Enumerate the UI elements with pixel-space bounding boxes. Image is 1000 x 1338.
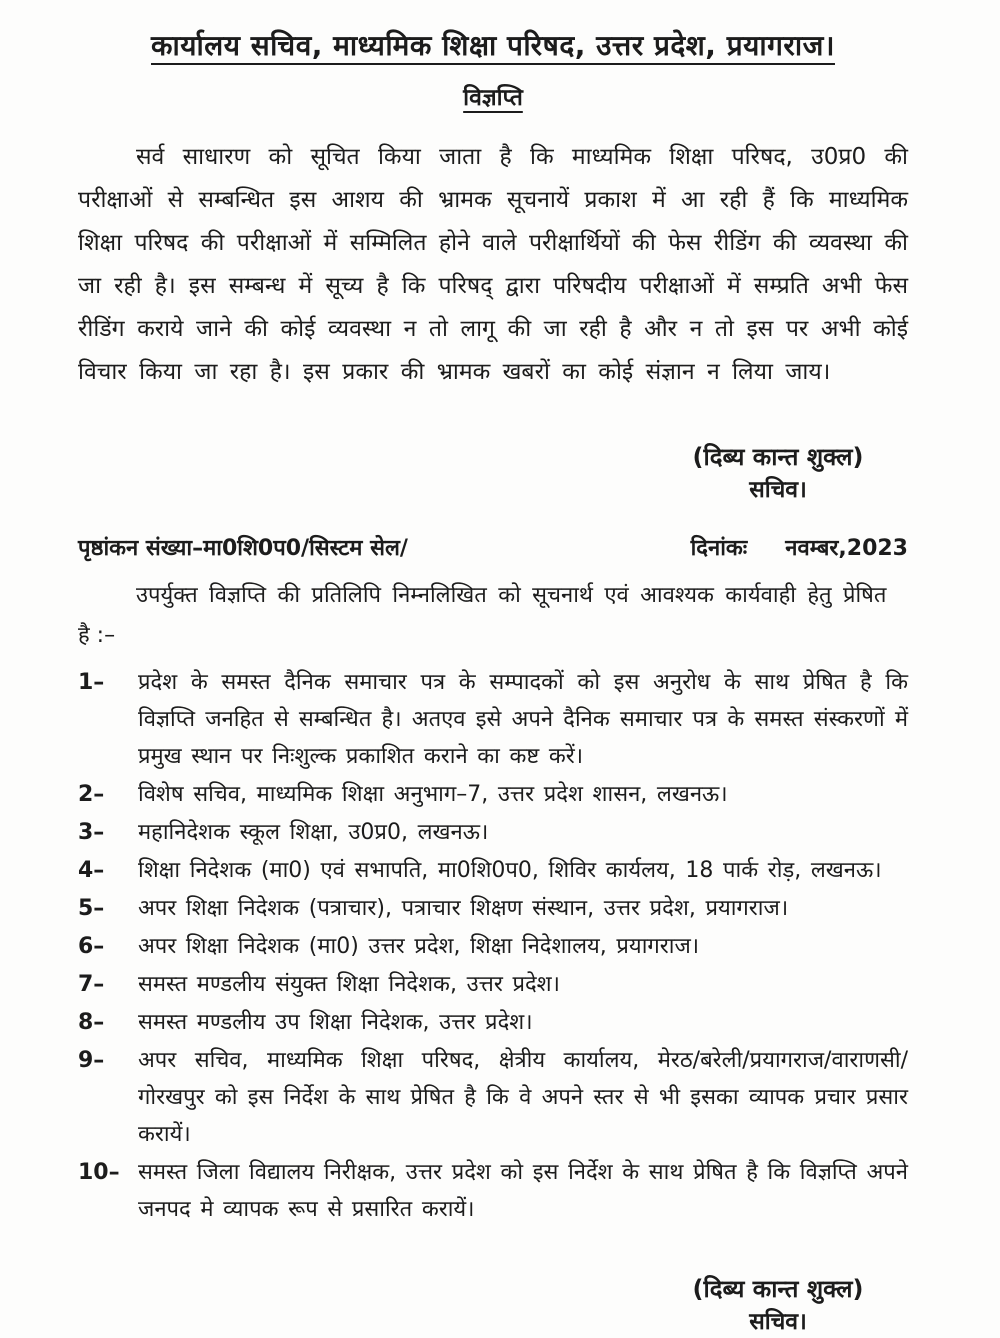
date-group — [691, 532, 908, 562]
recipient-number: 4– — [78, 858, 105, 883]
recipient-item-4 — [78, 852, 908, 889]
recipient-number: 10– — [78, 1160, 120, 1185]
recipient-item-6 — [78, 928, 908, 965]
recipient-text: समस्त जिला विद्यालय निरीक्षक, उत्तर प्रदेश को इस निर्देश के साथ प्रेषित है कि विज्ञप्ति अपने जनपद मे व्यापक रूप से प्रसारित करायें। — [138, 1160, 908, 1222]
recipient-number: 2– — [78, 782, 105, 807]
forwarding-line-1: उपर्युक्त विज्ञप्ति की प्रतिलिपि निम्नलिखित को सूचनार्थ एवं आवश्यक कार्यवाही हेतु प्रेषित — [136, 583, 887, 608]
recipient-text: प्रदेश के समस्त दैनिक समाचार पत्र के सम्पादकों को इस अनुरोध के साथ प्रेषित है कि विज्ञप्ति जनहित से सम्बन्धित है। अतएव इसे अपने दैनिक समाचार पत्र के समस्त संस्करणों में प्रमुख स्थान पर निःशुल्क प्रकाशित कराने का कष्ट करें। — [138, 670, 908, 769]
recipient-number: 8– — [78, 1010, 105, 1035]
footer-signature-block — [648, 1272, 908, 1338]
notice-heading: विज्ञप्ति — [463, 85, 523, 111]
recipient-text: अपर शिक्षा निदेशक (मा0) उत्तर प्रदेश, शिक्षा निदेशालय, प्रयागराज। — [138, 934, 700, 959]
recipient-number: 3– — [78, 820, 105, 845]
recipient-item-10 — [78, 1154, 908, 1228]
recipient-text: विशेष सचिव, माध्यमिक शिक्षा अनुभाग–7, उत्तर प्रदेश शासन, लखनऊ। — [138, 782, 728, 807]
recipient-number: 6– — [78, 934, 105, 959]
signatory-designation: सचिव। — [749, 477, 807, 503]
notice-body-paragraph: सर्व साधारण को सूचित किया जाता है कि माध्यमिक शिक्षा परिषद, उ0प्र0 की परीक्षाओं से सम्बन्धित इस आशय की भ्रामक सूचनायें प्रकाश में आ रही हैं कि माध्यमिक शिक्षा परिषद की परीक्षाओं में सम्मिलित होने वाले परीक्षार्थियों की फेस रीडिंग की व्यवस्था की जा रही है। इस सम्बन्ध में सूच्य है कि परिषद् द्वारा परिषदीय परीक्षाओं में सम्प्रति अभी फेस रीडिंग कराये जाने की कोई व्यवस्था न तो लागू की जा रही है और न तो इस पर अभी कोई विचार किया जा रहा है। इस प्रकार की भ्रामक खबरों का कोई संज्ञान न लिया जाय। — [78, 144, 908, 385]
recipient-number: 5– — [78, 896, 105, 921]
recipient-text: अपर सचिव, माध्यमिक शिक्षा परिषद, क्षेत्रीय कार्यालय, मेरठ/बरेली/प्रयागराज/वाराणसी/ गोरखपुर को इस निर्देश के साथ प्रेषित है कि वे अपने स्तर से भी इसका व्यापक प्रचार प्रसार करायें। — [138, 1048, 908, 1147]
recipient-item-3 — [78, 814, 908, 851]
date-label: दिनांकः — [690, 536, 748, 561]
recipient-list — [78, 664, 908, 1228]
forwarding-line-2: है :– — [78, 623, 116, 648]
office-title: कार्यालय सचिव, माध्यमिक शिक्षा परिषद, उत्तर प्रदेश, प्रयागराज। — [151, 29, 835, 62]
recipient-item-2 — [78, 776, 908, 813]
recipient-text: शिक्षा निदेशक (मा0) एवं सभापति, मा0शि0प0, शिविर कार्यलय, 18 पार्क रोड़, लखनऊ। — [138, 858, 882, 883]
recipient-item-1 — [78, 664, 908, 775]
signatory-name: (दिब्य कान्त शुक्ल) — [692, 443, 864, 471]
recipient-number: 7– — [78, 972, 105, 997]
recipient-text: समस्त मण्डलीय उप शिक्षा निदेशक, उत्तर प्रदेश। — [138, 1010, 533, 1035]
recipient-number: 9– — [78, 1048, 105, 1073]
recipient-item-8 — [78, 1004, 908, 1041]
footer-signatory-name: (दिब्य कान्त शुक्ल) — [692, 1275, 864, 1303]
recipient-text: समस्त मण्डलीय संयुक्त शिक्षा निदेशक, उत्तर प्रदेश। — [138, 972, 560, 997]
footer-signatory-designation: सचिव। — [749, 1309, 807, 1335]
recipient-item-7 — [78, 966, 908, 1003]
recipient-number: 1– — [78, 670, 105, 695]
endorsement-row — [78, 532, 908, 562]
signature-block — [648, 440, 908, 506]
recipient-text: अपर शिक्षा निदेशक (पत्राचार), पत्राचार शिक्षण संस्थान, उत्तर प्रदेश, प्रयागराज। — [138, 896, 789, 921]
recipient-item-9 — [78, 1042, 908, 1153]
endorsement-reference: पृष्ठांकन संख्या–मा0शि0प0/सिस्टम सेल/ — [78, 536, 408, 561]
recipient-item-5 — [78, 890, 908, 927]
date-value: नवम्बर,2023 — [785, 536, 908, 561]
forwarding-statement — [78, 576, 908, 656]
recipient-text: महानिदेशक स्कूल शिक्षा, उ0प्र0, लखनऊ। — [138, 820, 489, 845]
